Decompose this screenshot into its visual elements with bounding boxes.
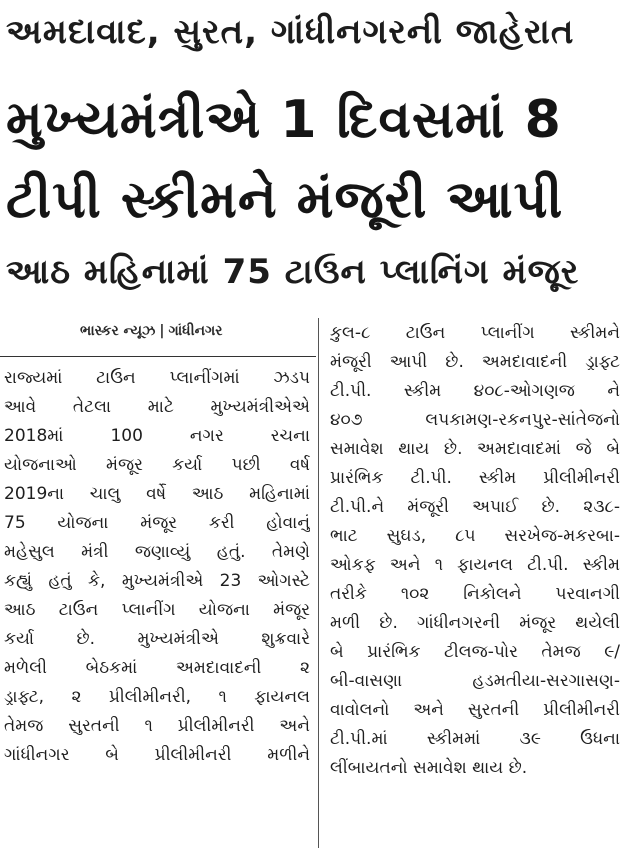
body-line: કહ્યું હતું કે, મુખ્યમંત્રીએ 23 ઓગસ્ટે (4, 571, 310, 591)
body-line: બી-વાસણા હડમતીયા-સરગાસણ- (330, 671, 620, 691)
body-line: આવે તેટલા માટે મુખ્યમંત્રીએએ (4, 397, 310, 417)
body-line: ટી.પી. સ્કીમ ૪૦૮-ઓગણજ ને (330, 381, 620, 401)
body-column-right (330, 319, 620, 783)
body-line: રાજ્યમાં ટાઉન પ્લાનીંગમાં ઝડપ (4, 368, 310, 388)
headline-line-2: ટીપી સ્કીમને મંજૂરી આપી (6, 170, 564, 230)
body-line: તેમજ સુરતની ૧ પ્રીલીમીનરી અને (4, 716, 310, 736)
body-column-left (4, 364, 310, 770)
body-line: લીંબાયતનો સમાવેશ થાય છે. (330, 758, 528, 778)
body-line: ઓકફ અને ૧ ફાયનલ ટી.પી. સ્કીમ (330, 555, 620, 575)
byline (80, 318, 310, 344)
byline-divider (0, 356, 316, 357)
body-line: આઠ ટાઉન પ્લાનીંગ યોજના મંજૂર (4, 600, 310, 620)
body-line: ટી.પી.ને મંજૂરી અપાઈ છે. ૨૩૮- (330, 497, 620, 517)
body-line: મહેસુલ મંત્રી જણાવ્યું હતું. તેમણે (4, 542, 310, 562)
body-line: વાવોલનો અને સુરતની પ્રીલીમીનરી (330, 700, 620, 720)
body-line: પ્રારંભિક ટી.પી. સ્કીમ પ્રીલીમીનરી (330, 468, 620, 488)
body-line: યોજનાઓ મંજૂર કર્યા પછી વર્ષ (4, 455, 310, 475)
kicker-line: અમદાવાદ, સુરત, ગાંધીનગરની જાહેરાત (6, 12, 575, 52)
byline-place: ગાંધીનગર (168, 323, 223, 339)
subheadline: આઠ મહિનામાં 75 ટાઉન પ્લાનિંગ મંજૂર (6, 252, 580, 292)
body-line: ટી.પી.માં સ્કીમમાં ૩૯ ઉધના (330, 729, 620, 749)
headline (6, 80, 618, 240)
body-line: કર્યા છે. મુખ્યમંત્રીએ શુક્રવારે (4, 629, 310, 649)
body-line: ભાટ સુઘડ, ૮૫ સરખેજ-મકરબા- (330, 526, 620, 546)
body-line: કુલ-૮ ટાઉન પ્લાનીંગ સ્કીમને (330, 323, 620, 343)
body-line: મળેલી બેઠકમાં અમદાવાદની ૨ (4, 658, 310, 678)
body-line: બે પ્રારંભિક ટીલજ-પોર તેમજ ૯/ (330, 642, 620, 662)
body-line: મળી છે. ગાંધીનગરની મંજૂર થયેલી (330, 613, 620, 633)
body-line: 2018માં 100 નગર રચના (4, 426, 310, 446)
body-line: ૪૦૭ લપકામણ-રકનપુર-સાંતેજનો (330, 410, 620, 430)
body-line: ગાંધીનગર બે પ્રીલીમીનરી મળીને (4, 745, 310, 765)
byline-source: ભાસ્કર ન્યૂઝ (80, 323, 156, 339)
column-divider (318, 318, 319, 848)
headline-line-1: મુખ્યમંત્રીએ 1 દિવસમાં 8 (6, 90, 562, 150)
body-line: 75 યોજના મંજૂર કરી હોવાનું (4, 513, 310, 533)
byline-separator: | (159, 323, 165, 339)
body-line: મંજૂરી આપી છે. અમદાવાદની ડ્રાફ્ટ (330, 352, 620, 372)
body-line: સમાવેશ થાય છે. અમદાવાદમાં જે બે (330, 439, 620, 459)
body-line: 2019ના ચાલુ વર્ષે આઠ મહિનામાં (4, 484, 310, 504)
body-line: ડ્રાફ્ટ, ૨ પ્રીલીમીનરી, ૧ ફાયનલ (4, 687, 310, 707)
body-line: તરીકે ૧૦૨ નિકોલને પરવાનગી (330, 584, 620, 604)
